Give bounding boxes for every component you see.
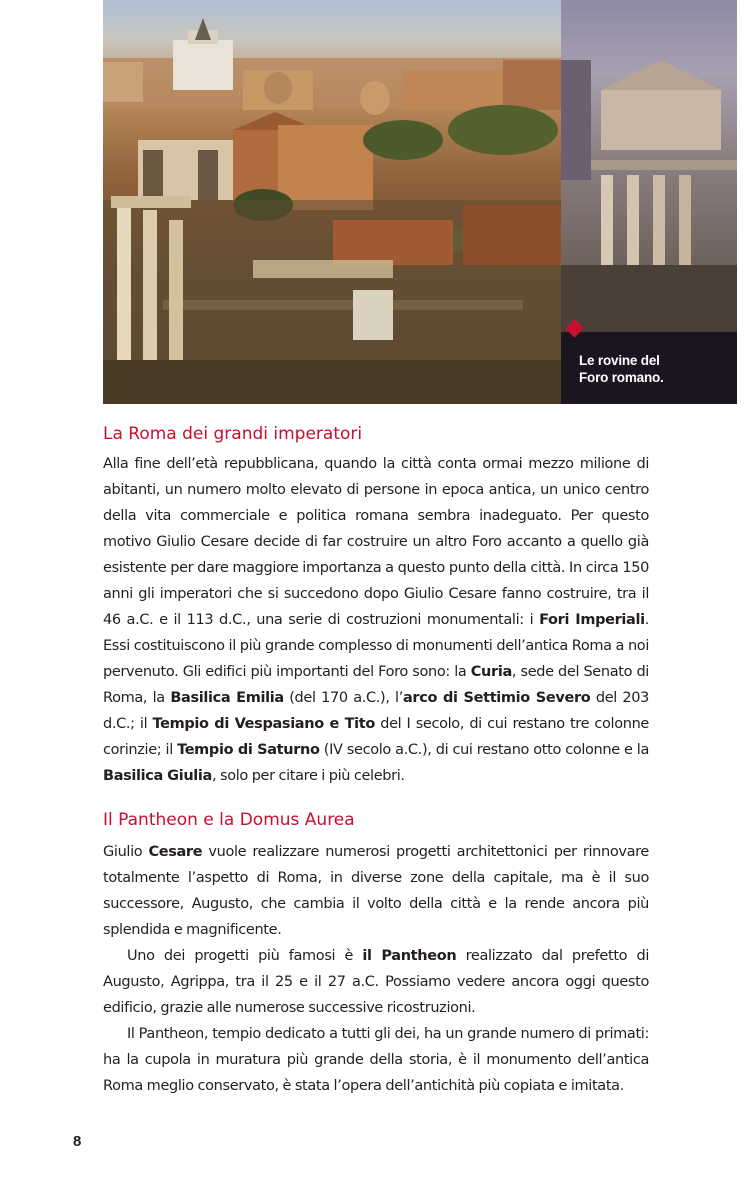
body-paragraph: Giulio Cesare vuole realizzare numerosi progetti architettonici per rinnovare totalmente l’aspetto di Roma, in diverse zone della capitale, ma è il suo successore, Augusto, che cambia il volto della città e la rende ancora più splendida e magnificente. xyxy=(103,844,649,938)
body-paragraph: Uno dei progetti più famosi è il Pantheon realizzato dal prefetto di Augusto, Agrippa, tra il 25 e il 27 a.C. Possiamo vedere ancora oggi questo edificio, grazie alle numerose successive ricostruzioni. xyxy=(103,948,650,1016)
bold-term: il Pantheon xyxy=(362,948,457,964)
section-heading-pantheon: Il Pantheon e la Domus Aurea xyxy=(103,810,355,830)
bold-term: Fori Imperiali xyxy=(539,612,645,628)
body-paragraph: Il Pantheon, tempio dedicato a tutti gli dei, ha un grande numero di primati: ha la cupola in muratura più grande della storia, è il monumento dell’antica Roma meglio conservato, è stata l’opera dell’antichità più copiata e imitata. xyxy=(103,1026,649,1094)
temple-illustration xyxy=(561,0,737,332)
body-paragraph: Alla fine dell’età repubblicana, quando la città conta ormai mezzo milione di abitanti, un numero molto elevato di persone in epoca antica, un unico centro della vita commerciale e politica romana sembra inadeguato. Per questo motivo Giulio Cesare decide di far costruire un altro Foro accanto a quello già esistente per dare maggiore importanza a questo punto della città. In circa 150 anni gli imperatori che si succedono dopo Giulio Cesare fanno costruire, tra il 46 a.C. e il 113 d.C., una serie di costruzioni monumentali: i Fori Imperiali. Essi costituiscono il più grande complesso di monumenti dell’antica Roma a noi pervenuto. Gli edifici più importanti del Foro sono: la Curia, sede del Senato di Roma, la Basilica Emilia (del 170 a.C.), l’arco di Settimio Severo del 203 d.C.; il Tempio di Vespasiano e Tito del I secolo, di cui restano tre colonne corinzie; il Tempio di Saturno (IV secolo a.C.), di cui restano otto colonne e la Basilica Giulia, solo per citare i più celebri. xyxy=(103,456,650,784)
bold-term: arco di Settimio Severo xyxy=(403,690,591,706)
side-photo-caption-panel xyxy=(561,0,737,404)
bold-term: Cesare xyxy=(148,844,203,860)
photo-caption xyxy=(579,352,729,386)
bold-term: Tempio di Saturno xyxy=(177,742,320,758)
caption-line: Le rovine del xyxy=(579,353,660,368)
bold-term: Curia xyxy=(470,664,512,680)
bold-term: Basilica Emilia xyxy=(170,690,284,706)
bold-term: Basilica Giulia xyxy=(103,768,212,784)
page-number: 8 xyxy=(73,1133,82,1150)
roman-forum-photo xyxy=(103,0,561,404)
temple-photo xyxy=(561,0,737,332)
forum-ruins-illustration xyxy=(103,0,561,404)
section-heading-imperatori: La Roma dei grandi imperatori xyxy=(103,424,363,444)
bold-term: Tempio di Vespasiano e Tito xyxy=(152,716,375,732)
caption-line: Foro romano. xyxy=(579,370,664,385)
